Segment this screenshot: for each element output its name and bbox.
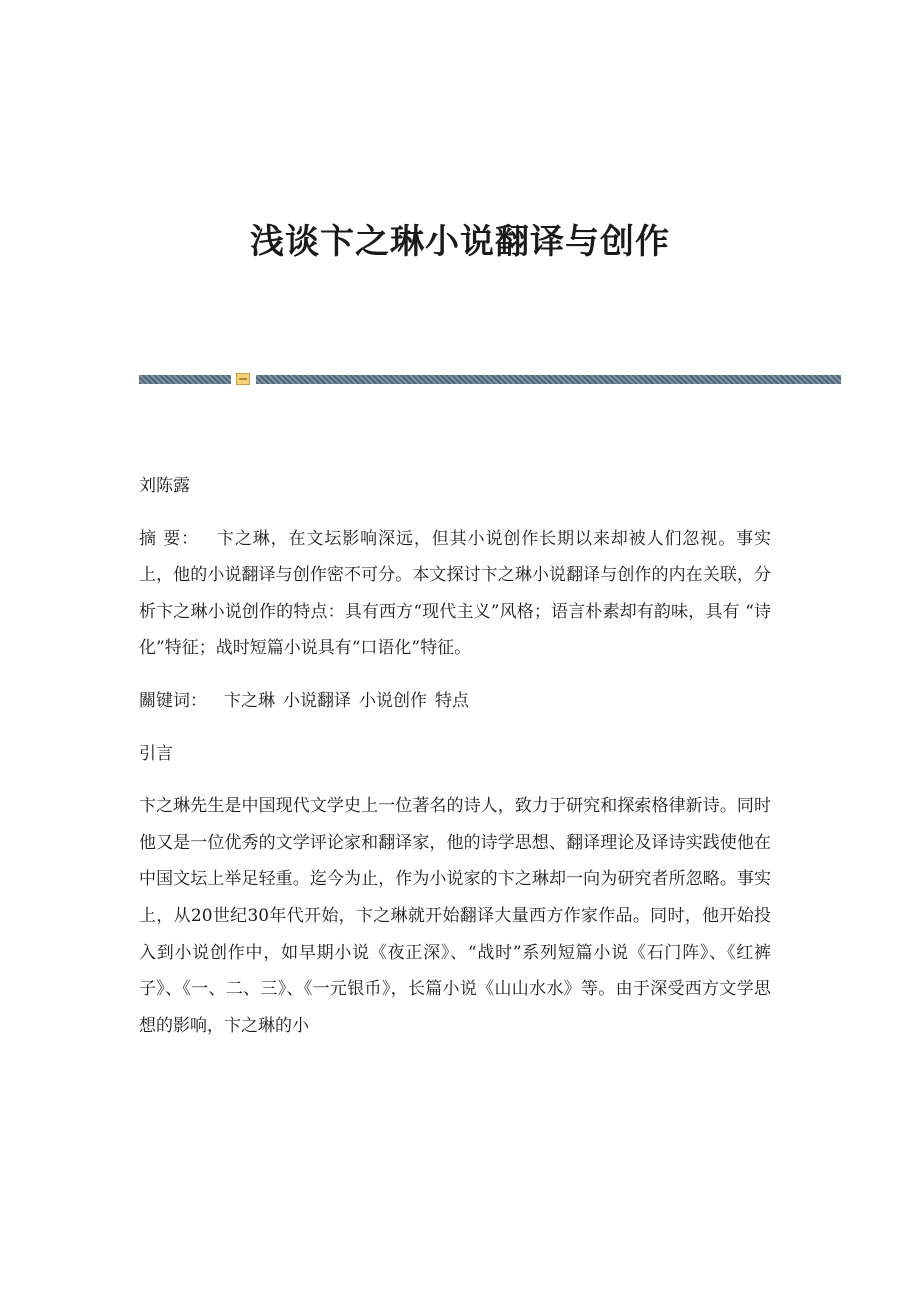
- document-body: [139, 468, 771, 1044]
- keyword-item: 小说创作: [359, 690, 427, 711]
- keyword-item: 卞之琳: [224, 690, 275, 711]
- abstract: [139, 521, 771, 667]
- keyword-item: 小说翻译: [283, 690, 351, 711]
- divider-bar-left: [139, 375, 231, 384]
- intro-paragraph: 卞之琳先生是中国现代文学史上一位著名的诗人，致力于研究和探索格律新诗。同时他又是一位优秀的文学评论家和翻译家，他的诗学思想、翻译理论及译诗实践使他在中国文坛上举足轻重。迄今为止，作为小说家的卞之琳却一向为研究者所忽略。事实上，从20世纪30年代开始，卞之琳就开始翻译大量西方作家作品。同时，他开始投入到小说创作中，如早期小说《夜正深》、“战时”系列短篇小说《石门阵》、《红裤子》、《一、二、三》、《一元银币》，长篇小说《山山水水》等。由于深受西方文学思想的影响，卞之琳的小: [139, 796, 771, 1036]
- author-name: 刘陈露: [139, 476, 190, 496]
- keywords: [139, 683, 771, 720]
- title-divider: [139, 375, 841, 384]
- keywords-label: 關键词：: [139, 690, 207, 711]
- divider-ornament-icon: [236, 373, 250, 385]
- document-title: 浅谈卞之琳小说翻译与创作: [250, 222, 670, 262]
- keyword-item: 特点: [435, 690, 469, 711]
- divider-bar-right: [256, 375, 841, 384]
- abstract-text: 卞之琳，在文坛影响深远，但其小说创作长期以来却被人们忽视。事实上，他的小说翻译与创作密不可分。本文探讨卞之琳小说翻译与创作的内在关联，分析卞之琳小说创作的特点：具有西方“现代主义”风格；语言朴素却有韵味，具有 “诗化”特征；战时短篇小说具有“口语化”特征。: [139, 528, 771, 659]
- section-heading: 引言: [139, 743, 173, 764]
- abstract-label: 摘 要：: [139, 528, 200, 549]
